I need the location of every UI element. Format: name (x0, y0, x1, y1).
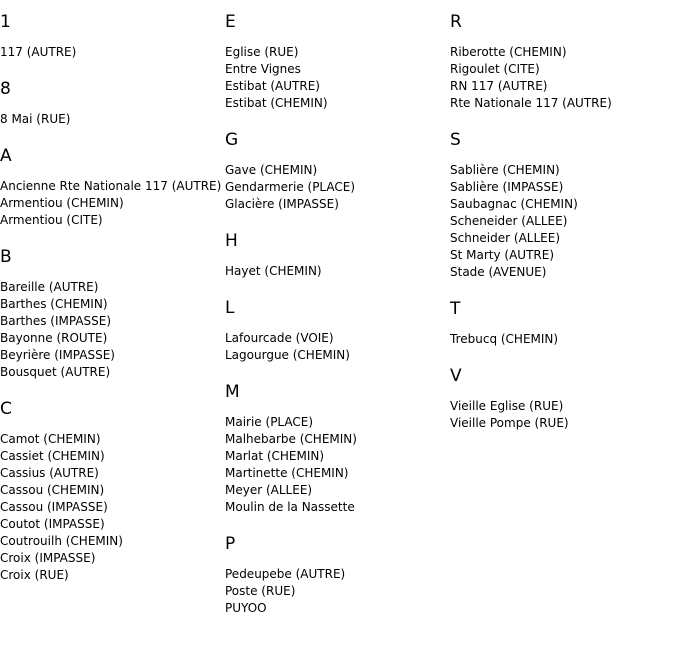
street-link[interactable]: Trebucq (CHEMIN) (450, 332, 559, 346)
street-link[interactable]: Stade (AVENUE) (450, 265, 547, 279)
letter-heading: R (450, 12, 462, 32)
letter-group (225, 531, 447, 617)
street-link[interactable]: Gave (CHEMIN) (225, 163, 318, 177)
letter-heading: 1 (0, 12, 11, 32)
street-link[interactable]: Coutot (IMPASSE) (0, 517, 105, 531)
street-link[interactable]: Martinette (CHEMIN) (225, 466, 349, 480)
street-link[interactable]: Croix (IMPASSE) (0, 551, 96, 565)
letter-group (0, 76, 222, 128)
street-link[interactable]: Lafourcade (VOIE) (225, 331, 334, 345)
street-link[interactable]: Cassou (IMPASSE) (0, 500, 108, 514)
street-link[interactable]: Sablière (CHEMIN) (450, 163, 560, 177)
street-link[interactable]: 8 Mai (RUE) (0, 112, 71, 126)
street-link[interactable]: Marlat (CHEMIN) (225, 449, 325, 463)
letter-heading: S (450, 130, 461, 150)
street-link[interactable]: Meyer (ALLEE) (225, 483, 313, 497)
street-link[interactable]: Eglise (RUE) (225, 45, 299, 59)
letter-group (225, 9, 447, 112)
street-link[interactable]: Riberotte (CHEMIN) (450, 45, 567, 59)
street-link[interactable]: Hayet (CHEMIN) (225, 264, 322, 278)
street-link[interactable]: Gendarmerie (PLACE) (225, 180, 356, 194)
letter-group (0, 244, 222, 381)
street-link[interactable]: Ancienne Rte Nationale 117 (AUTRE) (0, 179, 222, 193)
street-link[interactable]: Croix (RUE) (0, 568, 69, 582)
street-link[interactable]: Lagourgue (CHEMIN) (225, 348, 350, 362)
letter-heading: V (450, 366, 462, 386)
letter-group (0, 9, 222, 61)
letter-group (450, 9, 672, 112)
street-index-column-1 (0, 9, 222, 599)
street-link[interactable]: Beyrière (IMPASSE) (0, 348, 115, 362)
letter-group (225, 379, 447, 516)
street-link[interactable]: Entre Vignes (225, 62, 301, 76)
letter-heading: A (0, 146, 12, 166)
street-link[interactable]: Scheneider (ALLEE) (450, 214, 568, 228)
street-link[interactable]: Saubagnac (CHEMIN) (450, 197, 578, 211)
street-link[interactable]: Barthes (CHEMIN) (0, 297, 108, 311)
street-link[interactable]: Vieille Pompe (RUE) (450, 416, 569, 430)
letter-heading: G (225, 130, 239, 150)
street-link[interactable]: Cassiet (CHEMIN) (0, 449, 105, 463)
letter-heading: L (225, 298, 235, 318)
street-link[interactable]: Mairie (PLACE) (225, 415, 314, 429)
letter-group (225, 295, 447, 364)
street-link[interactable]: St Marty (AUTRE) (450, 248, 555, 262)
letter-group (450, 363, 672, 432)
street-link[interactable]: PUYOO (225, 601, 267, 615)
street-link[interactable]: Vieille Eglise (RUE) (450, 399, 564, 413)
street-link[interactable]: Camot (CHEMIN) (0, 432, 101, 446)
letter-heading: P (225, 534, 236, 554)
street-link[interactable]: Schneider (ALLEE) (450, 231, 560, 245)
street-link[interactable]: Coutrouilh (CHEMIN) (0, 534, 123, 548)
street-link[interactable]: Cassius (AUTRE) (0, 466, 99, 480)
street-link[interactable]: Moulin de la Nassette (225, 500, 355, 514)
street-link[interactable]: Malhebarbe (CHEMIN) (225, 432, 357, 446)
street-link[interactable]: Bareille (AUTRE) (0, 280, 99, 294)
letter-group (225, 127, 447, 213)
letter-group (225, 228, 447, 280)
street-link[interactable]: Cassou (CHEMIN) (0, 483, 105, 497)
letter-heading: C (0, 399, 12, 419)
letter-group (0, 396, 222, 584)
street-link[interactable]: Bousquet (AUTRE) (0, 365, 111, 379)
street-link[interactable]: Bayonne (ROUTE) (0, 331, 108, 345)
street-link[interactable]: Armentiou (CITE) (0, 213, 103, 227)
street-link[interactable]: 117 (AUTRE) (0, 45, 77, 59)
letter-heading: M (225, 382, 240, 402)
letter-heading: B (0, 247, 12, 267)
street-link[interactable]: RN 117 (AUTRE) (450, 79, 548, 93)
street-link[interactable]: Armentiou (CHEMIN) (0, 196, 124, 210)
street-link[interactable]: Pedeupebe (AUTRE) (225, 567, 346, 581)
street-link[interactable]: Poste (RUE) (225, 584, 296, 598)
street-link[interactable]: Rte Nationale 117 (AUTRE) (450, 96, 612, 110)
street-link[interactable]: Rigoulet (CITE) (450, 62, 540, 76)
street-index-column-3 (450, 9, 672, 447)
street-link[interactable]: Glacière (IMPASSE) (225, 197, 339, 211)
street-link[interactable]: Barthes (IMPASSE) (0, 314, 112, 328)
letter-group (0, 143, 222, 229)
street-link[interactable]: Sablière (IMPASSE) (450, 180, 564, 194)
street-link[interactable]: Estibat (CHEMIN) (225, 96, 328, 110)
letter-group (450, 296, 672, 348)
street-link[interactable]: Estibat (AUTRE) (225, 79, 320, 93)
street-index-column-2 (225, 9, 447, 632)
letter-heading: H (225, 231, 238, 251)
letter-heading: E (225, 12, 236, 32)
letter-heading: 8 (0, 79, 11, 99)
letter-group (450, 127, 672, 281)
letter-heading: T (450, 299, 461, 319)
